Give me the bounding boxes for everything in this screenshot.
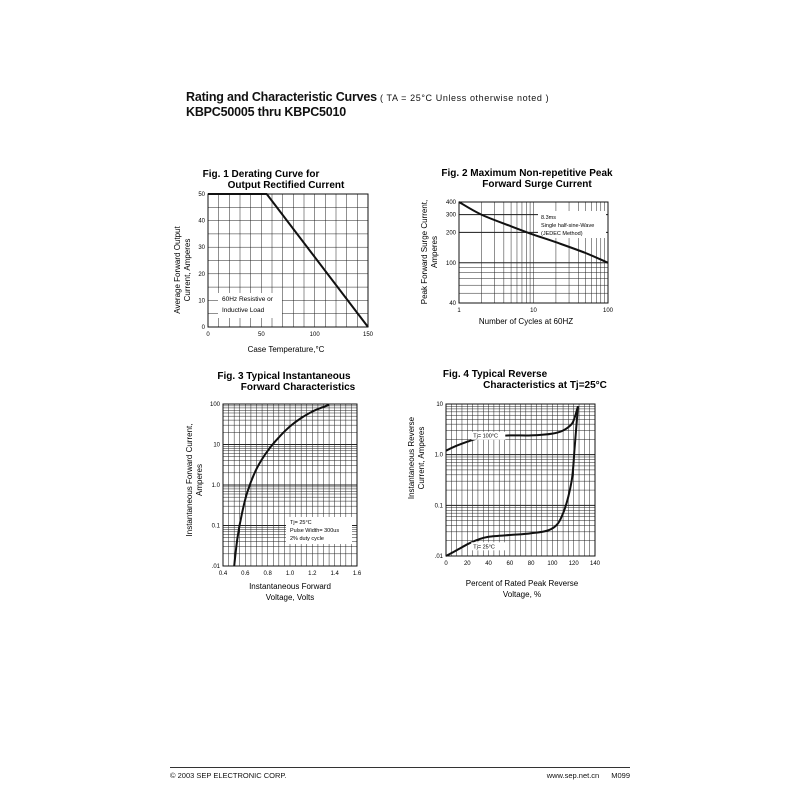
fig3-y-tick-label: 1.0 bbox=[211, 483, 220, 489]
fig4-x-tick-label: 40 bbox=[485, 561, 492, 567]
fig1-y-axis-label-line1: Average Forward Output bbox=[173, 226, 182, 314]
fig2-y-axis-label-line2: Amperes bbox=[430, 235, 439, 269]
fig4-x-tick-label: 20 bbox=[463, 561, 471, 567]
fig2-y-tick-label: 300 bbox=[445, 212, 456, 219]
fig3-y-tick-label: 100 bbox=[209, 402, 220, 408]
fig4-chart bbox=[407, 369, 607, 599]
fig2-annotation-line2: Single half-sine-Wave bbox=[541, 223, 595, 229]
fig3-x-tick-label: 0.4 bbox=[218, 571, 228, 577]
footer-website: www.sep.net.cn bbox=[546, 771, 600, 780]
title-text: Rating and Characteristic Curves bbox=[186, 90, 377, 104]
fig3-y-axis-label-line2: Amperes bbox=[195, 463, 204, 497]
fig3-y-axis-label bbox=[185, 424, 204, 537]
fig2-y-axis-label bbox=[420, 200, 439, 305]
footer-right bbox=[547, 771, 630, 780]
fig1-x-axis-label: Case Temperature,°C bbox=[247, 345, 325, 354]
fig2-x-tick-label: 1 bbox=[457, 308, 461, 314]
fig3-x-tick-label: 1.6 bbox=[352, 571, 362, 577]
fig4-x-tick-label: 120 bbox=[568, 561, 579, 567]
fig2-y-tick-label: 400 bbox=[445, 200, 456, 206]
fig1-y-tick-label: 30 bbox=[198, 245, 205, 252]
page-subtitle: KBPC50005 thru KBPC5010 bbox=[186, 105, 347, 119]
fig1-x-tick-label: 0 bbox=[206, 332, 210, 338]
footer-rule bbox=[170, 767, 630, 768]
fig2-x-tick-label: 10 bbox=[530, 308, 537, 314]
fig1-x-tick-label: 100 bbox=[309, 332, 320, 338]
fig2-x-tick-label: 100 bbox=[602, 308, 614, 314]
footer-code: M099 bbox=[611, 771, 630, 780]
fig1-annotation-line2: Inductive Load bbox=[222, 307, 265, 314]
fig4-x-axis-label-line2: Voltage, % bbox=[502, 590, 542, 599]
fig4-y-axis-label-line2: Current, Amperes bbox=[417, 426, 426, 490]
fig3-x-tick-label: 1.0 bbox=[285, 571, 295, 577]
fig4-x-axis-label-line1: Percent of Rated Peak Reverse bbox=[465, 579, 579, 588]
fig1-y-axis-label bbox=[173, 225, 192, 313]
fig2-title-line2: Forward Surge Current bbox=[482, 179, 592, 190]
fig4-x-tick-label: 100 bbox=[547, 561, 558, 567]
fig3-x-tick-label: 0.6 bbox=[241, 571, 250, 577]
fig2-annotation-line1: 8.3ms bbox=[541, 215, 556, 221]
fig3-title-line2: Forward Characteristics bbox=[240, 382, 356, 393]
fig3-chart bbox=[185, 371, 362, 602]
fig3-x-axis-label-line2: Voltage, Volts bbox=[265, 593, 315, 602]
fig1-y-tick-label: 20 bbox=[198, 271, 205, 278]
fig3-y-axis-label-line1: Instantaneous Forward Current, bbox=[185, 423, 194, 537]
fig3-x-tick-label: 1.4 bbox=[330, 571, 339, 577]
fig3-title-line1: Fig. 3 Typical Instantaneous bbox=[217, 371, 351, 382]
fig3-x-tick-label: 0.8 bbox=[263, 571, 272, 577]
fig1-y-tick-label: 40 bbox=[198, 218, 205, 225]
fig1-title-line2: Output Rectified Current bbox=[227, 180, 345, 191]
fig1-annotation-line1: 60Hz Resistive or bbox=[222, 296, 273, 303]
fig3-y-tick-label: 10 bbox=[213, 442, 220, 449]
fig4-y-axis-label-line1: Instantaneous Reverse bbox=[407, 416, 416, 500]
fig2-annotation-line3: (JEDEC Method) bbox=[541, 231, 583, 237]
fig4-y-tick-label: 1.0 bbox=[434, 452, 443, 459]
fig2-y-axis-label-line1: Peak Forward Surge Current, bbox=[420, 199, 429, 305]
footer-copyright: © 2003 SEP ELECTRONIC CORP. bbox=[170, 771, 287, 780]
fig4-x-tick-label: 140 bbox=[589, 561, 601, 567]
fig3-annotation-line1: Tj= 25°C bbox=[290, 520, 312, 526]
fig1-title-line1: Fig. 1 Derating Curve for bbox=[202, 169, 320, 180]
fig3-x-axis-label-line1: Instantaneous Forward bbox=[249, 582, 331, 591]
fig4-x-tick-label: 0 bbox=[444, 561, 448, 567]
fig4-x-tick-label: 80 bbox=[527, 561, 535, 567]
fig1-y-tick-label: 0 bbox=[201, 325, 205, 331]
fig1-y-axis-label-line2: Current, Amperes bbox=[183, 238, 192, 302]
fig1-chart bbox=[173, 169, 374, 354]
fig3-annotation-line2: Pulse Width= 300us bbox=[290, 528, 340, 534]
fig1-x-tick-label: 50 bbox=[257, 332, 265, 338]
fig2-x-axis-label: Number of Cycles at 60HZ bbox=[478, 317, 574, 326]
fig3-x-tick-label: 1.2 bbox=[308, 571, 317, 577]
fig2-y-tick-label: 200 bbox=[445, 230, 456, 237]
fig4-series-line-0 bbox=[446, 406, 578, 450]
fig1-y-tick-label: 50 bbox=[198, 192, 205, 198]
fig4-title-line1: Fig. 4 Typical Reverse bbox=[442, 369, 548, 380]
fig4-y-tick-label: 0.1 bbox=[434, 503, 443, 510]
fig4-x-tick-label: 60 bbox=[506, 561, 514, 567]
fig2-title-line1: Fig. 2 Maximum Non-repetitive Peak bbox=[441, 168, 613, 179]
fig4-y-tick-label: 10 bbox=[436, 402, 443, 408]
fig4-title-line2: Characteristics at Tj=25°C bbox=[483, 380, 607, 391]
title-condition: ( TA = 25°C Unless otherwise noted ) bbox=[376, 93, 550, 103]
fig1-x-tick-label: 150 bbox=[362, 332, 374, 338]
fig3-y-tick-label: .01 bbox=[211, 564, 220, 570]
fig1-y-tick-label: 10 bbox=[198, 298, 205, 305]
fig2-chart bbox=[420, 168, 614, 326]
fig4-series-label-1: Tj= 25°C bbox=[473, 544, 495, 551]
fig3-y-tick-label: 0.1 bbox=[211, 523, 220, 530]
fig4-y-tick-label: .01 bbox=[434, 554, 443, 560]
fig2-y-tick-label: 100 bbox=[445, 260, 456, 267]
fig4-series-label-0: Tj= 100°C bbox=[473, 433, 498, 440]
fig2-y-tick-label: 40 bbox=[449, 301, 456, 307]
fig4-y-axis-label bbox=[407, 416, 426, 499]
fig3-annotation-line3: 2% duty cycle bbox=[290, 536, 324, 542]
